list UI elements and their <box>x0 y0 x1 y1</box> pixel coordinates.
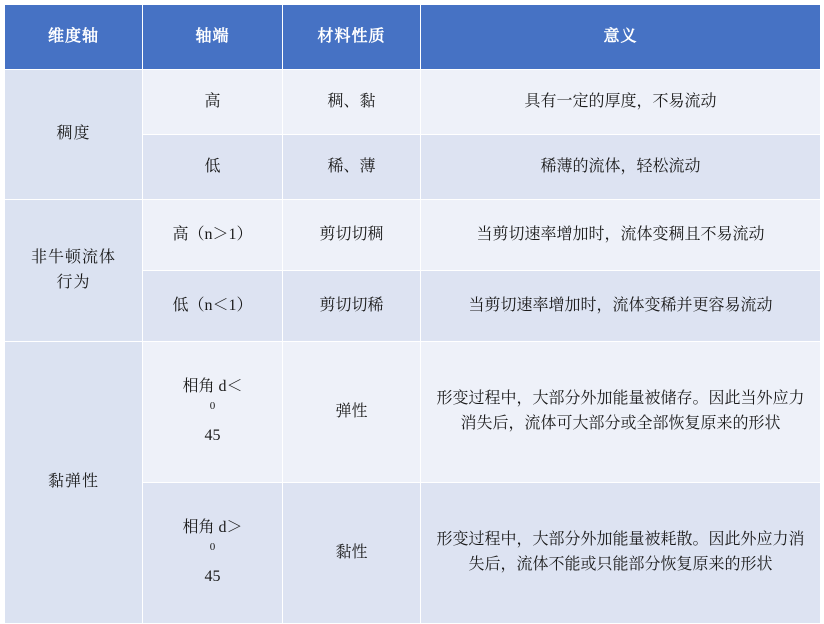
rheology-table-container <box>0 4 824 617</box>
axis-cell-viscoelasticity: 黏弹性 <box>5 342 143 624</box>
table-header-row <box>5 5 821 70</box>
material-property-cell: 剪切切稠 <box>283 200 421 271</box>
material-property-cell: 弹性 <box>283 342 421 483</box>
table-row <box>5 70 821 135</box>
axis-end-cell: 高 <box>143 70 283 135</box>
phase-angle-elastic <box>151 375 274 449</box>
rheology-matrix-table <box>4 4 821 624</box>
degree-superscript: 0 <box>209 541 216 554</box>
meaning-cell: 稀薄的流体，轻松流动 <box>421 135 821 200</box>
axis-label-line1: 非牛顿流体 <box>30 248 116 266</box>
axis-end-cell <box>143 483 283 624</box>
table-row <box>5 200 821 271</box>
phase-angle-value <box>151 541 274 591</box>
meaning-cell: 形变过程中，大部分外加能量被耗散。因此外应力消失后，流体不能或只能部分恢复原来的形状 <box>421 483 821 624</box>
material-property-cell: 稀、薄 <box>283 135 421 200</box>
phase-angle-prefix: 相角 d＞ <box>182 518 243 536</box>
table-body <box>5 70 821 624</box>
meaning-cell: 当剪切速率增加时，流体变稀并更容易流动 <box>421 271 821 342</box>
header-axis-end: 轴端 <box>143 5 283 70</box>
header-material-property: 材料性质 <box>283 5 421 70</box>
material-property-cell: 剪切切稀 <box>283 271 421 342</box>
axis-end-cell: 高（n＞1） <box>143 200 283 271</box>
phase-angle-number: 45 <box>204 568 221 586</box>
material-property-cell: 稠、黏 <box>283 70 421 135</box>
phase-angle-number: 45 <box>204 427 221 445</box>
phase-angle-value <box>151 400 274 450</box>
header-dimension-axis: 维度轴 <box>5 5 143 70</box>
degree-superscript: 0 <box>209 400 216 413</box>
phase-angle-viscous <box>151 516 274 590</box>
meaning-cell: 具有一定的厚度，不易流动 <box>421 70 821 135</box>
meaning-cell: 当剪切速率增加时，流体变稠且不易流动 <box>421 200 821 271</box>
phase-angle-prefix: 相角 d＜ <box>182 377 243 395</box>
meaning-cell: 形变过程中，大部分外加能量被储存。因此当外应力消失后，流体可大部分或全部恢复原来的形状 <box>421 342 821 483</box>
header-meaning: 意义 <box>421 5 821 70</box>
axis-cell-consistency: 稠度 <box>5 70 143 200</box>
table-header <box>5 5 821 70</box>
axis-end-cell: 低 <box>143 135 283 200</box>
axis-end-cell: 低（n＜1） <box>143 271 283 342</box>
material-property-cell: 黏性 <box>283 483 421 624</box>
axis-label-line2: 行为 <box>56 273 91 291</box>
axis-end-cell <box>143 342 283 483</box>
axis-cell-non-newtonian <box>5 200 143 342</box>
table-row <box>5 342 821 483</box>
